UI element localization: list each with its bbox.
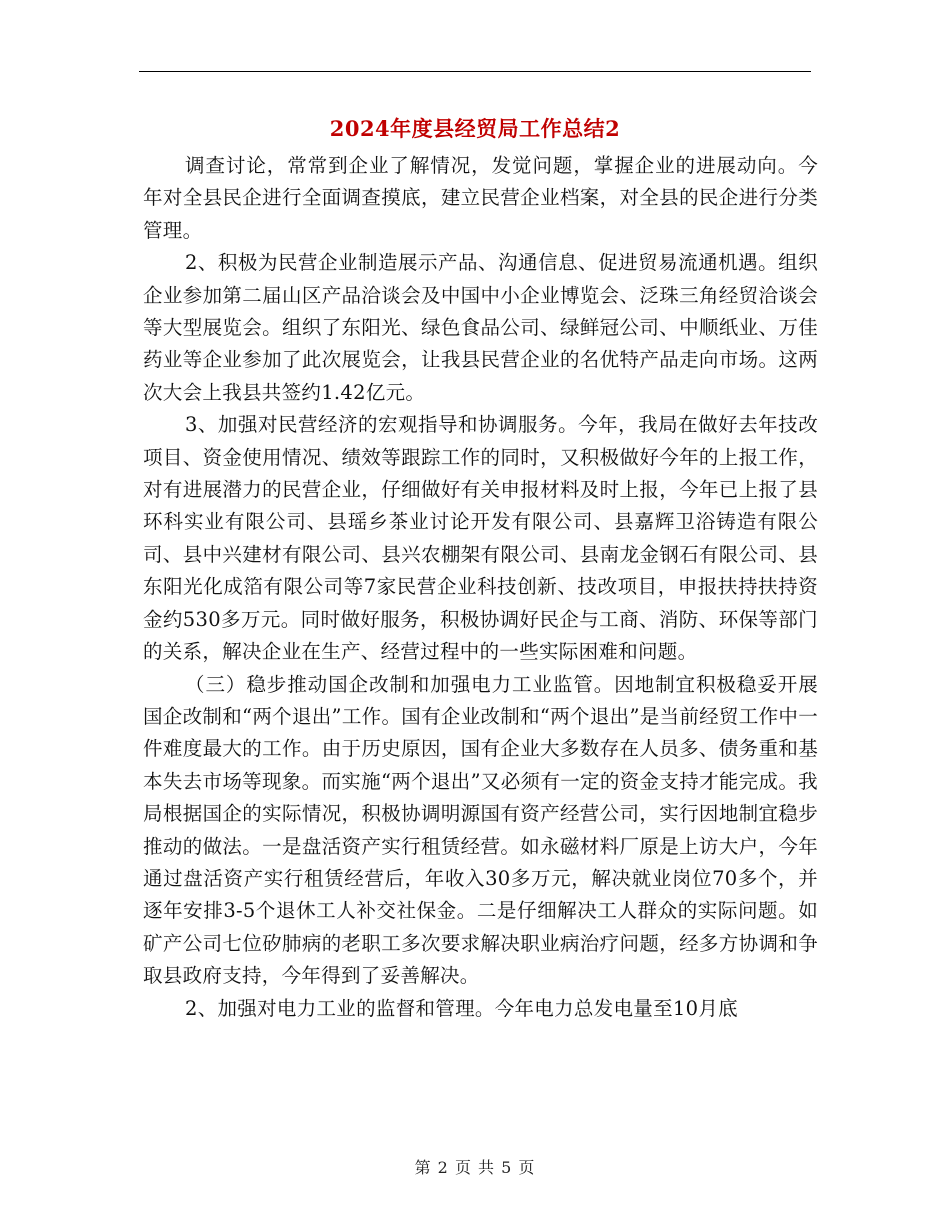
document-title: 2024年度县经贸局工作总结2 bbox=[329, 116, 621, 141]
paragraph: 调查讨论，常常到企业了解情况，发觉问题，掌握企业的进展动向。今年对全县民企进行全面调查摸底，建立民营企业档案，对全县的民企进行分类管理。 bbox=[143, 154, 818, 242]
paragraph: （三）稳步推动国企改制和加强电力工业监管。因地制宜积极稳妥开展国企改制和“两个退出”工作。国有企业改制和“两个退出”是当前经贸工作中一件难度最大的工作。由于历史原因，国有企业大多数存在人员多、债务重和基本失去市场等现象。而实施“两个退出”又必须有一定的资金支持才能完成。我局根据国企的实际情况，积极协调明源国有资产经营公司，实行因地制宜稳步推动的做法。一是盘活资产实行租赁经营。如永磁材料厂原是上访大户，今年通过盘活资产实行租赁经营后，年收入30多万元，解决就业岗位70多个，并逐年安排3-5个退休工人补交社保金。二是仔细解决工人群众的实际问题。如矿产公司七位矽肺病的老职工多次要求解决职业病治疗问题，经多方协调和争取县政府支持，今年得到了妥善解决。 bbox=[143, 672, 818, 988]
paragraph: 3、加强对民营经济的宏观指导和协调服务。今年，我局在做好去年技改项目、资金使用情况、绩效等跟踪工作的同时，又积极做好今年的上报工作，对有进展潜力的民营企业，仔细做好有关申报材料及时上报，今年已上报了县环科实业有限公司、县瑶乡茶业讨论开发有限公司、县嘉辉卫浴铸造有限公司、县中兴建材有限公司、县兴农棚架有限公司、县南龙金钢石有限公司、县东阳光化成箔有限公司等7家民营企业科技创新、技改项目，申报扶持扶持资金约530多万元。同时做好服务，积极协调好民企与工商、消防、环保等部门的关系，解决企业在生产、经营过程中的一些实际困难和问题。 bbox=[143, 413, 818, 664]
document-body bbox=[143, 150, 818, 1025]
page-number-footer: 第 2 页 共 5 页 bbox=[414, 1158, 536, 1177]
header-rule bbox=[139, 71, 811, 72]
paragraph: 2、加强对电力工业的监督和管理。今年电力总发电量至10月底 bbox=[185, 996, 738, 1020]
paragraph: 2、积极为民营企业制造展示产品、沟通信息、促进贸易流通机遇。组织企业参加第二届山区产品洽谈会及中国中小企业博览会、泛珠三角经贸洽谈会等大型展览会。组织了东阳光、绿色食品公司、绿鲜冠公司、中顺纸业、万佳药业等企业参加了此次展览会，让我县民营企业的名优特产品走向市场。这两次大会上我县共签约1.42亿元。 bbox=[143, 251, 818, 404]
